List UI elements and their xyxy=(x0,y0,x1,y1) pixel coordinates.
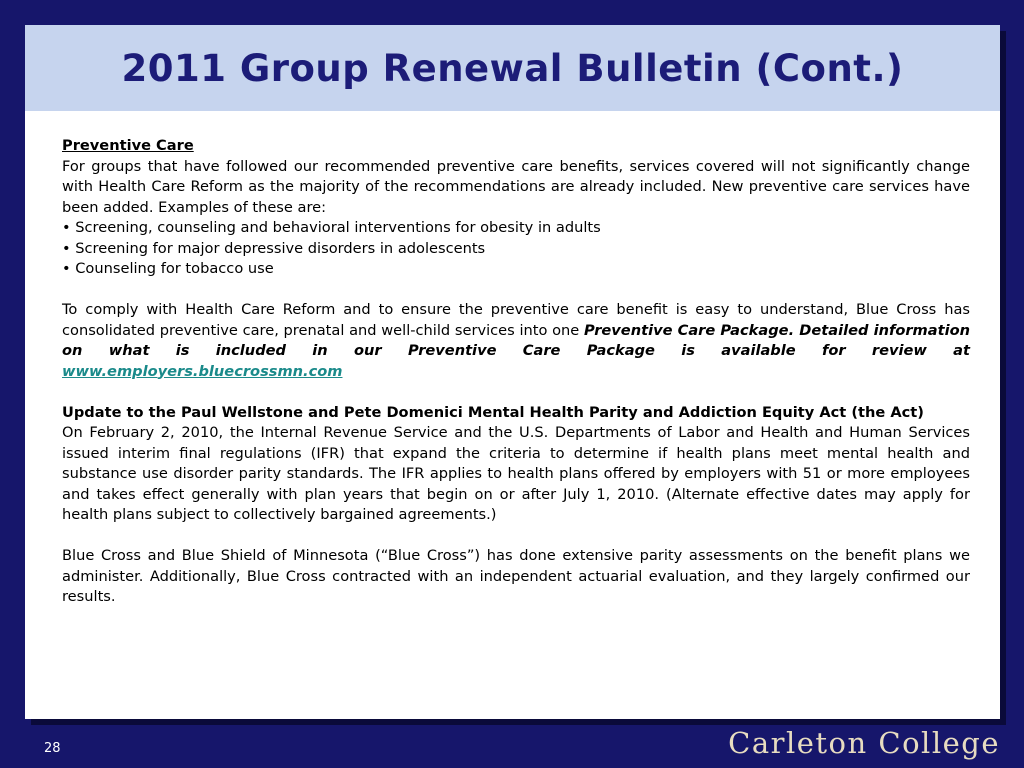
preventive-care-heading: Preventive Care xyxy=(62,137,194,154)
carleton-college-logo: Carleton College xyxy=(728,726,1000,760)
page-number: 28 xyxy=(44,741,61,756)
spacer xyxy=(62,382,970,403)
preventive-care-intro: For groups that have followed our recommended preventive care benefits, services covered will not significantly change with Health Care Reform as the majority of the recommendations are already included. New preventive care services have been added. Examples of these are: xyxy=(62,157,970,216)
parity-act-body: On February 2, 2010, the Internal Revenue Service and the U.S. Departments of Labor and Health and Human Services issued interim final regulations (IFR) that expand the criteria to determine if health plans meet mental health and substance use disorder parity standards. The IFR applies to health plans offered by employers with 51 or more employees and takes effect generally with plan years that begin on or after July 1, 2010. (Alternate effective dates may apply for health plans subject to collectively bargained agreements.) xyxy=(62,424,970,523)
spacer xyxy=(62,526,970,547)
slide-content xyxy=(62,136,970,608)
slide-title: 2011 Group Renewal Bulletin (Cont.) xyxy=(121,46,904,90)
comply-paragraph xyxy=(62,300,970,382)
package-text: Preventive Care Package. Detailed information on what is included in our Preventive Care Package is available for review at xyxy=(62,321,970,359)
title-bar xyxy=(25,25,1000,111)
bullet-item-depression: • Screening for major depressive disorders in adolescents xyxy=(62,239,486,257)
employers-link[interactable]: www.employers.bluecrossmn.com xyxy=(62,362,343,380)
parity-act-heading: Update to the Paul Wellstone and Pete Domenici Mental Health Parity and Addiction Equity Act (the Act) xyxy=(62,403,924,421)
parity-assessment-paragraph: Blue Cross and Blue Shield of Minnesota (“Blue Cross”) has done extensive parity assessments on the benefit plans we administer. Additionally, Blue Cross contracted with an independent actuarial evaluation, and they largely confirmed our results. xyxy=(62,547,970,605)
bullet-item-obesity: • Screening, counseling and behavioral interventions for obesity in adults xyxy=(62,219,601,236)
slide-panel xyxy=(25,25,1000,719)
comply-text: To comply with Health Care Reform and to ensure the preventive care benefit is easy to understand, Blue Cross has consolidated preventive care, prenatal and well-child services into one xyxy=(62,301,970,339)
spacer xyxy=(62,280,970,301)
bullet-item-tobacco: • Counseling for tobacco use xyxy=(62,260,274,277)
